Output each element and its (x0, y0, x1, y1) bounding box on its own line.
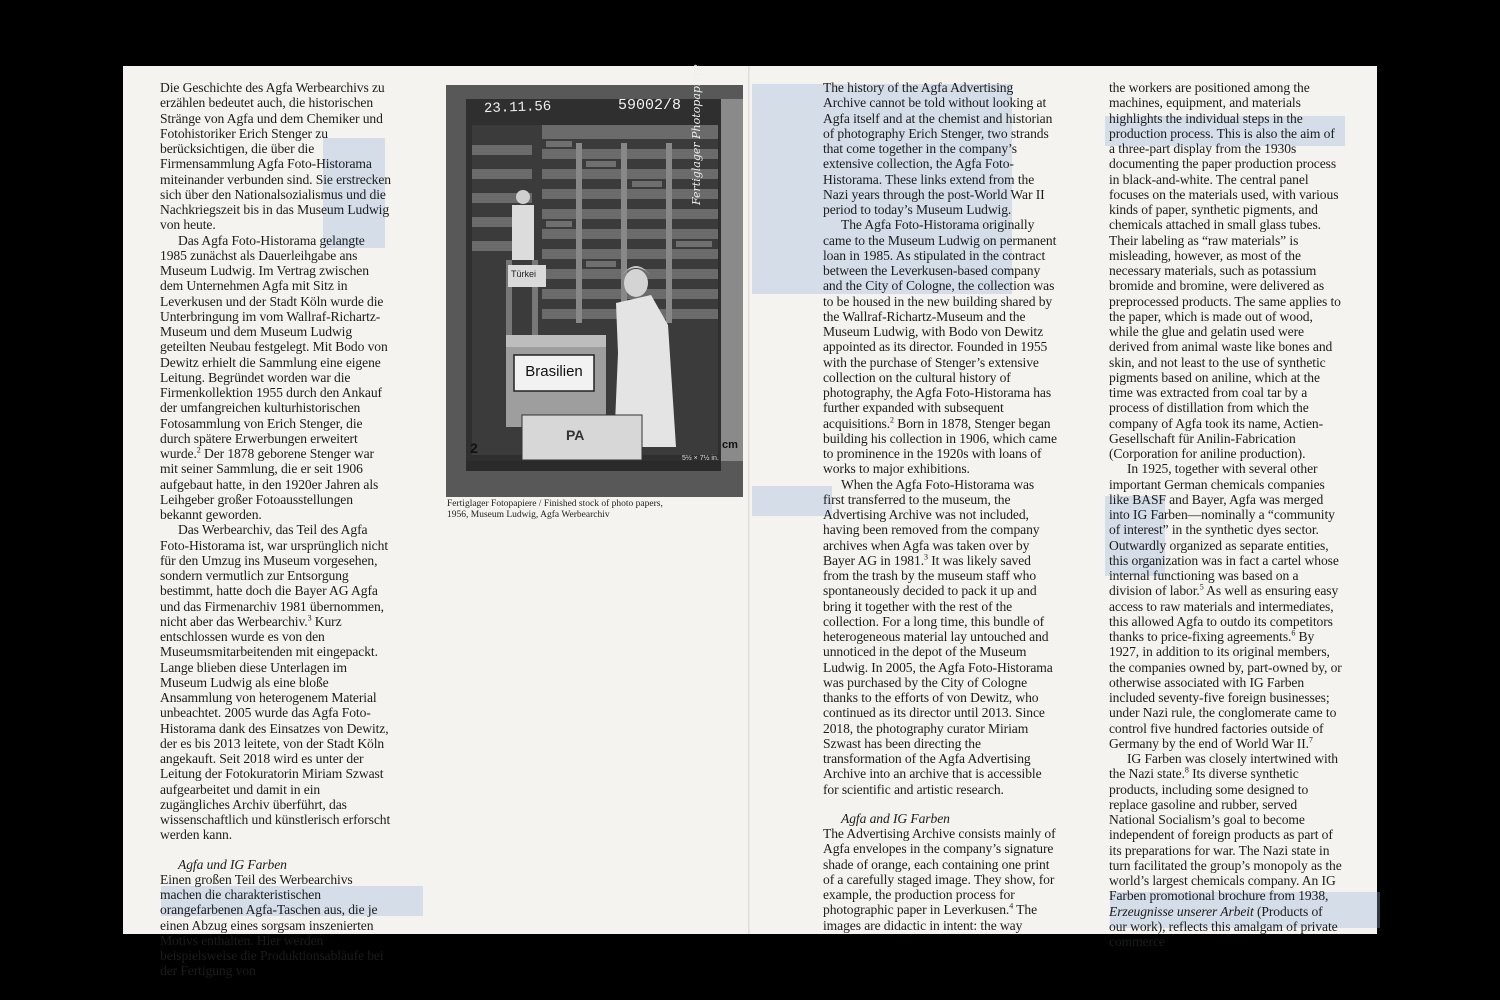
left-page (123, 64, 750, 979)
paragraph: Einen großen Teil des Werbearchivs machen die charakteristischen orangefarbenen Agfa-Taschen aus, die je einen Abzug eines sorgsam inszenierten Motivs enthalten. Hier werden beispielsweise die Produktionsabläufe bei der Fertigung von (160, 871, 384, 979)
box-label-brasilien: Brasilien (525, 363, 583, 380)
box-label-turkei: Türkei (511, 269, 537, 279)
section-heading: Agfa und IG Farben (178, 856, 287, 872)
photo-mark-right: cm (722, 439, 738, 451)
paragraph: The Agfa Foto-Historama originally came to the Museum Ludwig on permanent loan in 1985. As stipulated in the contract between the Leverkusen-based company and the City of Cologne, the collection was to be housed in the new building shared by the Wallraf-Richartz-Museum and the Museum Ludwig, with Bodo von Dewitz appointed as its director. Founded in 1955 with the purchase of Stenger’s extensive collection on the cultural history of photography, the Agfa Foto-Historama has further expanded with subsequent acquisitions.$^2$ Born in 1878, Stenger began building his collection in 1906, which came to prominence in the 1920s with loans of works to major exhibitions. (823, 217, 1057, 477)
german-text-column (160, 80, 392, 979)
paragraph: Das Werbearchiv, das Teil des Agfa Foto-Historama ist, war ursprünglich nicht für den Umzug ins Museum vorgesehen, sondern vermutlich zur Entsorgung bestimmt, hatte doch die Bayer AG Agfa und das Firmenarchiv 1981 übernommen, nicht aber das Werbearchiv.$^3$ Kurz entschlossen wurde es von den Museumsmitarbeitenden mit eingepackt. Lange blieben diese Unterlagen im Museum Ludwig als eine bloße Ansammlung von heterogenem Material unbeachtet. 2005 wurde das Agfa Foto-Historama dank des Einsatzes von Dewitz, der es bis 2013 leitete, von der Stadt Köln angekauft. Seit 2018 wird es unter der Leitung der Fotokuratorin Miriam Szwast aufgearbeitet und damit in ein zugängliches Archiv überführt, das wissenschaftlich und künstlerisch erforscht werden kann. (160, 522, 391, 843)
paragraph: The Advertising Archive consists mainly of Agfa envelopes in the company’s signature shade of orange, each containing one print of a carefully staged image. They show, for example, the production process for photographic paper in Leverkusen.$^4$ The images are didactic in intent: the way (823, 826, 1056, 933)
english-text-column-1 (823, 80, 1057, 933)
bleed-through-tint (752, 486, 832, 516)
photo-mark-small: 5½ × 7½ in. (682, 455, 719, 462)
photo-handwritten-label: Fertiglager Photopapiere (690, 64, 703, 205)
paragraph: the workers are positioned among the machines, equipment, and materials highlights the individual steps in the production process. This is also the aim of a three-part display from the 1930s documenting the paper production process in black-and-white. The central panel focuses on the materials used, with various kinds of paper, synthetic pigments, and chemicals attached in small glass tubes. Their labeling as “raw materials” is misleading, however, as most of the necessary materials, such as potassium bromide and bromine, were delivered as preprocessed products. The same applies to the paper, which is made out of wood, while the glue and gelatin used were derived from animal waste like bones and skin, and not least to the use of synthetic pigments based on aniline, which at the time was extracted from coal tar by a process of distillation from which the company of Agfa took its name, Actien-Gesellschaft für Anilin-Fabrication (Corporation for aniline production). (1109, 80, 1341, 461)
paragraph: When the Agfa Foto-Historama was first transferred to the museum, the Advertising Archive was not included, having been removed from the company archives when Agfa was taken over by Bayer AG in 1981.$^3$ It was likely saved from the trash by the museum staff who spontaneously decided to pack it up and bring it together with the rest of the collection. For a long time, this bundle of heterogeneous material lay untouched and unnoticed in the depot of the Museum Ludwig. In 2005, the Agfa Foto-Historama was purchased by the City of Cologne thanks to the efforts of von Dewitz, who continued as its director until 2013. Since 2018, the photography curator Miriam Szwast has been directing the transformation of the Agfa Advertising Archive into an archive that is accessible for scientific and artistic research. (823, 476, 1053, 797)
archive-photograph (446, 64, 743, 497)
paragraph: Das Agfa Foto-Historama gelangte 1985 zunächst als Dauerleihgabe ans Museum Ludwig. Im Vertrag zwischen dem Unternehmen Agfa mit Sitz in Leverkusen und der Stadt Köln wurde die Unterbringung im vom Wallraf-Richartz-Museum und dem Museum Ludwig geteilten Neubau festgelegt. Mit Bodo von Dewitz erhielt die Sammlung eine eigene Leitung. Begründet worden war die Firmenkollektion 1955 durch den Ankauf der umfangreichen kulturhistorischen Fotosammlung von Erich Stenger, die durch spätere Erwerbungen erweitert wurde.$^2$ Der 1878 geborene Stenger war mit seiner Sammlung, die er seit 1906 aufgebaut hatte, in den 1920er Jahren als Leihgeber großer Fotoausstellungen bekannt geworden. (160, 232, 388, 522)
section-heading: Agfa and IG Farben (841, 810, 950, 826)
box-label-pa: PA (566, 427, 585, 443)
paragraph: The history of the Agfa Advertising Archive cannot be told without looking at Agfa itself and at the chemist and historian of photography Erich Stenger, two strands that come together in the company’s extensive collection, the Agfa Foto-Historama. These links extend from the Nazi years through the post-World War II period to today’s Museum Ludwig. (823, 80, 1053, 217)
right-page (750, 66, 1377, 949)
photo-mark-left: 2 (470, 440, 478, 456)
paragraph: In 1925, together with several other important German chemicals companies like BASF and Bayer, Agfa was merged into IG Farben—nominally a “community of interest” in the synthetic dyes sector. Outwardly organized as separate entities, this organization was in fact a cartel whose internal functioning was based on a division of labor.$^5$ As well as ensuring easy access to raw materials and intermediates, this allowed Agfa to outdo its competitors thanks to price-fixing agreements.$^6$ By 1927, in addition to its original members, the companies owned by, part-owned by, or otherwise associated with IG Farben included seventy-five foreign businesses; under Nazi rule, the conglomerate came to control five hundred factories outside of Germany by the end of World War II.$^7$ (1109, 461, 1342, 751)
english-text-column-2 (1109, 80, 1343, 949)
photo-caption (447, 499, 707, 521)
paragraph: Die Geschichte des Agfa Werbearchivs zu erzählen bedeutet auch, die historischen Stränge von Agfa und dem Chemiker und Fotohistoriker Erich Stenger zu berücksichtigen, die über die Firmensammlung Agfa Foto-Historama miteinander verbunden sind. Sie erstrecken sich über den Nationalsozialismus und die Nachkriegszeit bis in das Museum Ludwig von heute. (160, 80, 391, 233)
paragraph: IG Farben was closely intertwined with the Nazi state.$^8$ Its diverse synthetic products, including some designed to replace gasoline and rubber, served National Socialism’s goal to become independent of foreign products as part of its preparations for war. The Nazi state in turn facilitated the group’s monopoly as the world’s largest chemicals company. An IG Farben promotional brochure from 1938, Erzeugnisse unserer Arbeit (Products of our work), reflects this amalgam of private commerce (1109, 751, 1342, 949)
caption-line: Fertiglager Fotopapiere / Finished stock of photo papers, (447, 499, 663, 509)
photo-number-stamp: 59002/8 (618, 97, 682, 114)
caption-line: 1956, Museum Ludwig, Agfa Werbearchiv (447, 510, 610, 520)
photo-date-stamp: 23.11.56 (483, 98, 552, 118)
